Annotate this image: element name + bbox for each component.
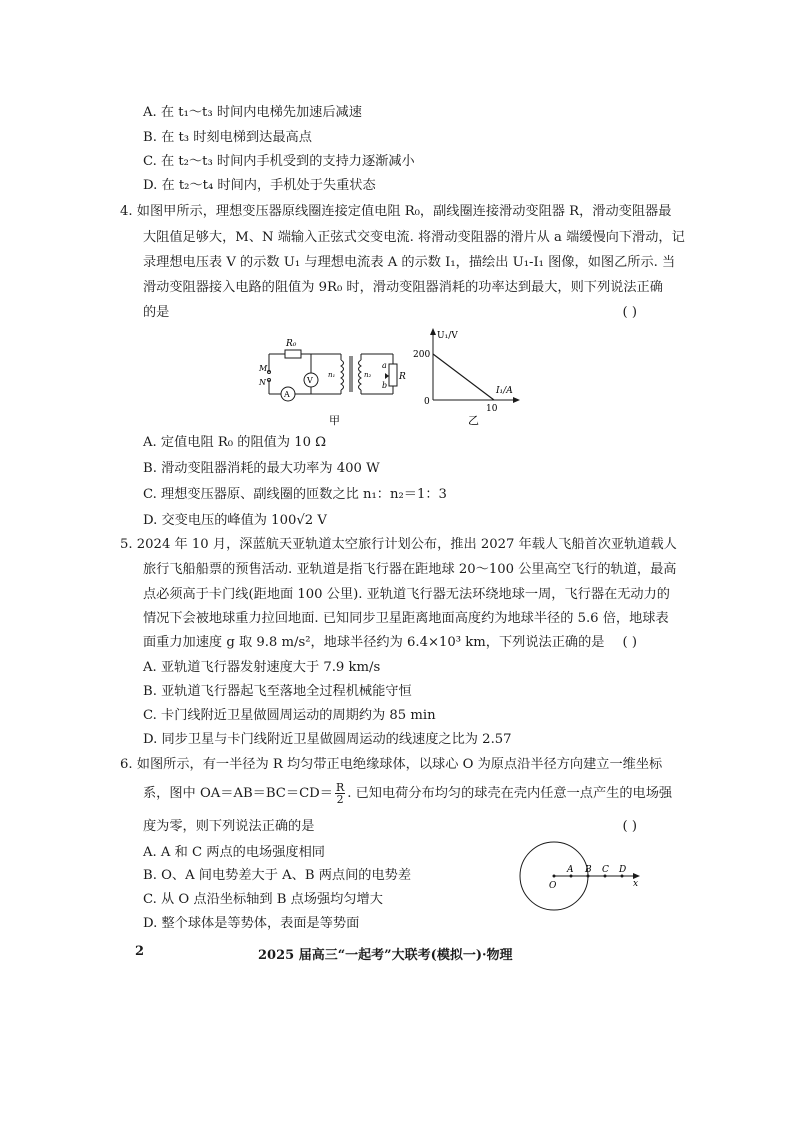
- q5-text-line-3: 点必须高于卡门线(距地面 100 公里). 亚轨道飞行器无法环绕地球一周，飞行器在无动力的: [143, 587, 670, 602]
- caption-jia: 甲: [329, 414, 340, 427]
- q4-text-line-2: 大阻值足够大，M、N 端输入正弦式交变电流. 将滑动变阻器的滑片从 a 端缓慢向下滑动，记: [143, 230, 685, 245]
- label-voltmeter: V: [307, 376, 313, 385]
- q4-option-c: C. 理想变压器原、副线圈的匝数之比 n₁：n₂＝1：3: [143, 487, 447, 502]
- q5-text-line-1: 5. 2024 年 10 月，深蓝航天亚轨道太空旅行计划公布，推出 2027 年载人飞船首次亚轨道载人: [120, 537, 677, 552]
- label-point-b: B: [585, 865, 592, 875]
- graph-y-tick: 200: [413, 350, 431, 360]
- graph-origin: 0: [424, 397, 430, 407]
- graph-x-tick: 10: [486, 404, 498, 414]
- graph-y-label: U₁/V: [437, 331, 458, 341]
- caption-yi: 乙: [468, 414, 479, 427]
- q6-option-b: B. O、A 间电势差大于 A、B 两点间的电势差: [143, 868, 412, 883]
- graph-x-label: I₁/A: [496, 386, 513, 396]
- q5-option-a: A. 亚轨道飞行器发射速度大于 7.9 km/s: [143, 660, 381, 675]
- q6-answer-paren: ( ): [622, 819, 637, 834]
- label-point-c: C: [602, 865, 609, 875]
- label-point-a: A: [567, 865, 574, 875]
- q5-text-line-5: 面重力加速度 g 取 9.8 m/s²，地球半径约为 6.4×10³ km，下列说法正确的是: [143, 635, 605, 650]
- q6-line2-post: . 已知电荷分布均匀的球壳在壳内任意一点产生的电场强: [347, 786, 673, 801]
- q3-option-b: B. 在 t₃ 时刻电梯到达最高点: [143, 130, 312, 145]
- q4-text-line-1: 4. 如图甲所示，理想变压器原线圈连接定值电阻 R₀，副线圈连接滑动变阻器 R，滑动变阻器最: [120, 204, 672, 219]
- q4-option-b: B. 滑动变阻器消耗的最大功率为 400 W: [143, 461, 380, 476]
- label-b: b: [382, 381, 388, 390]
- q4-graph: [413, 326, 528, 432]
- label-o: O: [549, 881, 557, 891]
- q4-answer-paren: ( ): [622, 305, 637, 320]
- label-n2: n₂: [364, 371, 372, 379]
- q5-option-b: B. 亚轨道飞行器起飞至落地全过程机械能守恒: [143, 684, 412, 699]
- q5-option-c: C. 卡门线附近卫星做圆周运动的周期约为 85 min: [143, 708, 436, 723]
- q3-option-a: A. 在 t₁～t₃ 时间内电梯先加速后减速: [143, 105, 362, 120]
- fraction-numerator: R: [335, 781, 345, 794]
- q6-text-line-3: 度为零，则下列说法正确的是: [143, 819, 315, 834]
- q5-text-line-2: 旅行飞船船票的预售活动. 亚轨道是指飞行器在距地球 20～100 公里高空飞行的轨道，最高: [143, 562, 677, 577]
- q4-text-line-5: 的是: [143, 305, 170, 320]
- label-n: N: [259, 378, 266, 387]
- q6-text-line-1: 6. 如图所示，有一半径为 R 均匀带正电绝缘球体，以球心 O 为原点沿半径方向建立一维坐标: [120, 757, 663, 772]
- label-m: M: [259, 364, 268, 373]
- label-r0: R₀: [286, 339, 297, 349]
- label-axis-x: x: [633, 879, 639, 889]
- q5-answer-paren: ( ): [622, 635, 637, 650]
- label-n1: n₁: [328, 371, 336, 379]
- q4-option-a: A. 定值电阻 R₀ 的阻值为 10 Ω: [143, 435, 327, 450]
- fraction-denominator: 2: [336, 793, 344, 806]
- q6-option-d: D. 整个球体是等势体，表面是等势面: [143, 916, 360, 931]
- label-r: R: [399, 372, 406, 382]
- q5-option-d: D. 同步卫星与卡门线附近卫星做圆周运动的线速度之比为 2.57: [143, 732, 512, 747]
- label-ammeter: A: [284, 390, 290, 399]
- q6-text-line-2: [143, 782, 672, 805]
- q6-sphere-diagram: [516, 838, 646, 918]
- page-number: 2: [135, 944, 145, 959]
- exam-title-footer: 2025 届高三“一起考”大联考(模拟一)·物理: [258, 948, 513, 963]
- label-a: a: [382, 361, 387, 370]
- q4-text-line-4: 滑动变阻器接入电路的阻值为 9R₀ 时，滑动变阻器消耗的功率达到最大，则下列说法正确: [143, 280, 663, 295]
- q6-line2-pre: 系，图中 OA＝AB＝BC＝CD＝: [143, 786, 333, 801]
- q4-text-line-3: 录理想电压表 V 的示数 U₁ 与理想电流表 A 的示数 I₁，描绘出 U₁-I₁ 图像，如图乙所示. 当: [143, 255, 676, 270]
- q6-option-a: A. A 和 C 两点的电场强度相同: [143, 845, 325, 860]
- q5-text-line-4: 情况下会被地球重力拉回地面. 已知同步卫星距离地面高度约为地球半径的 5.6 倍，地球表: [143, 611, 669, 626]
- q3-option-d: D. 在 t₂～t₄ 时间内，手机处于失重状态: [143, 178, 376, 193]
- q4-option-d: D. 交变电压的峰值为 100√2 V: [143, 513, 327, 528]
- q4-circuit-diagram: [255, 330, 415, 430]
- fraction-r-over-2: [335, 782, 345, 805]
- label-point-d: D: [619, 865, 627, 875]
- q6-option-c: C. 从 O 点沿坐标轴到 B 点场强均匀增大: [143, 892, 383, 907]
- q3-option-c: C. 在 t₂～t₃ 时间内手机受到的支持力逐渐减小: [143, 154, 415, 169]
